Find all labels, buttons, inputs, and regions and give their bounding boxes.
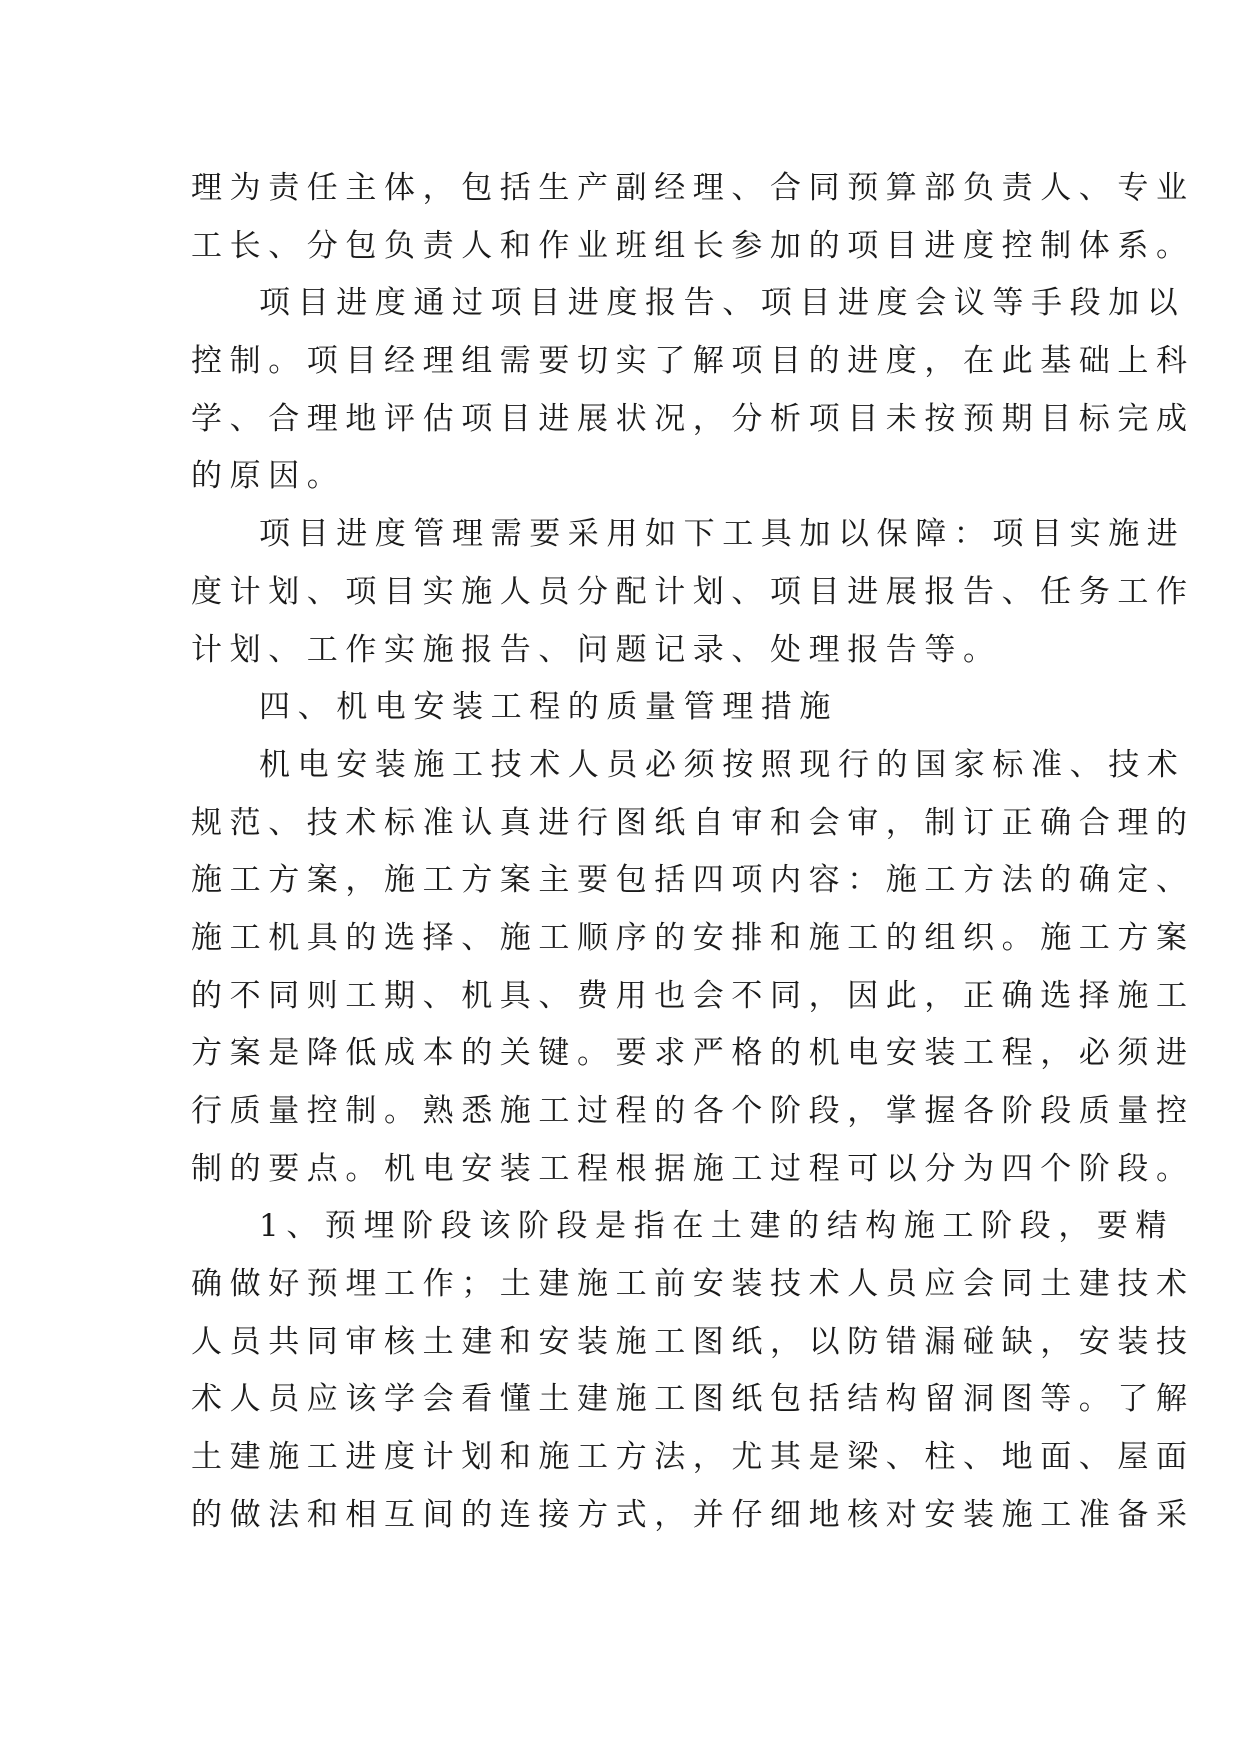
text-line: 度计划、项目实施人员分配计划、项目进展报告、任务工作 <box>191 573 1195 610</box>
text-line: 的做法和相互间的连接方式，并仔细地核对安装施工准备采 <box>191 1496 1195 1533</box>
text-line: 的原因。 <box>191 458 346 495</box>
text-line: 学、合理地评估项目进展状况，分析项目未按预期目标完成 <box>191 400 1195 437</box>
text-line: 行质量控制。熟悉施工过程的各个阶段，掌握各阶段质量控 <box>191 1093 1195 1129</box>
paragraph-start-line: 项目进度管理需要采用如下工具加以保障：项目实施进 <box>259 516 1186 553</box>
text-line: 计划、工作实施报告、问题记录、处理报告等。 <box>191 631 1002 668</box>
paragraph-start-line: 机电安装施工技术人员必须按照现行的国家标准、技术 <box>259 746 1186 783</box>
body-text <box>191 160 1195 1545</box>
text-line: 控制。项目经理组需要切实了解项目的进度，在此基础上科 <box>191 343 1195 380</box>
text-line: 施工机具的选择、施工顺序的安排和施工的组织。施工方案 <box>191 919 1195 956</box>
paragraph-start-line: 1、预埋阶段该阶段是指在土建的结构施工阶段，要精 <box>259 1208 1175 1245</box>
text-line: 施工方案，施工方案主要包括四项内容：施工方法的确定、 <box>191 862 1195 899</box>
text-line: 制的要点。机电安装工程根据施工过程可以分为四个阶段。 <box>191 1150 1195 1187</box>
text-line: 人员共同审核土建和安装施工图纸，以防错漏碰缺，安装技 <box>191 1323 1195 1360</box>
section-heading: 四、机电安装工程的质量管理措施 <box>259 689 838 726</box>
text-line: 工长、分包负责人和作业班组长参加的项目进度控制体系。 <box>191 227 1195 264</box>
text-line: 理为责任主体，包括生产副经理、合同预算部负责人、专业 <box>191 170 1195 206</box>
text-line: 的不同则工期、机具、费用也会不同，因此，正确选择施工 <box>191 977 1195 1014</box>
paragraph-start-line: 项目进度通过项目进度报告、项目进度会议等手段加以 <box>259 285 1186 322</box>
text-line: 方案是降低成本的关键。要求严格的机电安装工程，必须进 <box>191 1035 1195 1072</box>
text-line: 规范、技术标准认真进行图纸自审和会审，制订正确合理的 <box>191 804 1195 841</box>
text-line: 土建施工进度计划和施工方法，尤其是梁、柱、地面、屋面 <box>191 1439 1195 1476</box>
text-line: 术人员应该学会看懂土建施工图纸包括结构留洞图等。了解 <box>191 1381 1195 1418</box>
text-line: 确做好预埋工作；土建施工前安装技术人员应会同土建技术 <box>191 1266 1195 1303</box>
